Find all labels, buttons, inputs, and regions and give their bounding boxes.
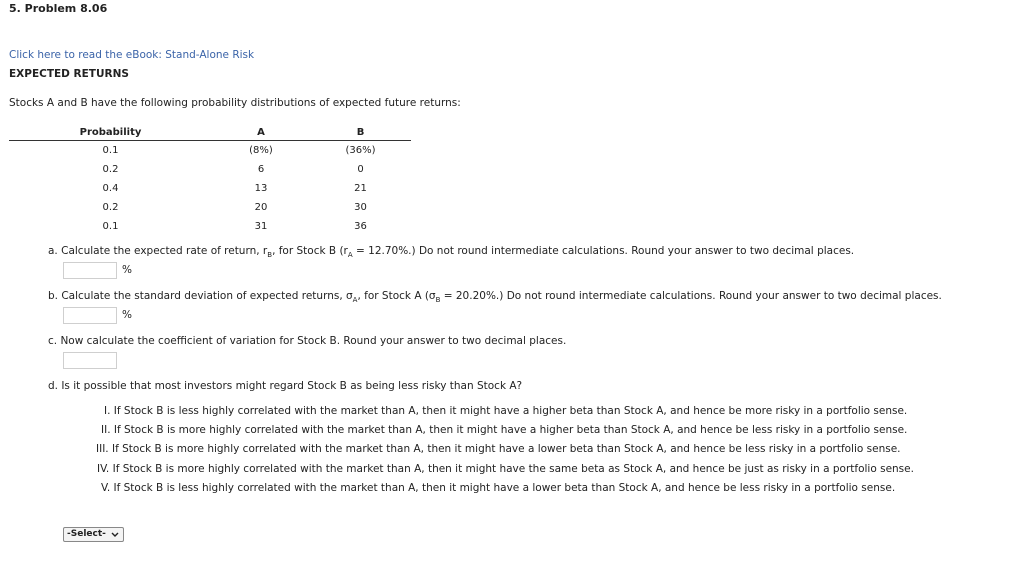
chevron-down-icon: [111, 528, 119, 545]
option-i: [104, 405, 907, 417]
option-ii: [101, 424, 907, 436]
ebook-link[interactable]: Click here to read the eBook: Stand-Alone Risk: [9, 49, 255, 61]
question-b-sub2: B: [435, 296, 441, 305]
answer-a-input[interactable]: [63, 262, 117, 279]
option-iii: [96, 443, 901, 455]
option-v-text: If Stock B is less highly correlated with the market than A, then it might have a lower beta than Stock A, and hence be less risky in a portfolio sense.: [113, 482, 896, 494]
table-row: [9, 141, 411, 161]
cell-probability: 0.4: [102, 183, 119, 194]
question-d: d. Is it possible that most investors might regard Stock B as being less risky than Stock A?: [48, 380, 523, 392]
cell-a: 31: [254, 221, 268, 232]
question-b-post: = 20.20%.) Do not round intermediate calculations. Round your answer to two decimal places.: [440, 290, 942, 302]
option-iii-text: If Stock B is more highly correlated with the market than A, then it might have a lower beta than Stock A, and hence be less risky in a portfolio sense.: [111, 443, 901, 455]
cell-a: 20: [254, 202, 268, 213]
answer-c-input[interactable]: [63, 352, 117, 369]
cell-b: 0: [357, 164, 364, 175]
answer-d-select-label: -Select-: [67, 529, 106, 539]
cell-probability: 0.2: [102, 164, 119, 175]
option-ii-number: II.: [101, 424, 111, 436]
answer-a-unit: %: [122, 264, 132, 276]
cell-b: 21: [354, 183, 367, 194]
option-iv-number: IV.: [97, 463, 110, 475]
answer-b-unit: %: [122, 309, 132, 321]
distribution-table: [9, 124, 411, 236]
header-probability: Probability: [79, 126, 142, 138]
question-b: [48, 290, 942, 304]
cell-b: 36: [354, 221, 367, 232]
section-title: EXPECTED RETURNS: [9, 68, 129, 80]
question-a-sub1: B: [267, 251, 273, 260]
cell-b: (36%): [345, 145, 376, 156]
question-c: c. Now calculate the coefficient of variation for Stock B. Round your answer to two decimal places.: [48, 335, 567, 347]
page-title: 5. Problem 8.06: [9, 2, 108, 15]
cell-probability: 0.2: [102, 202, 119, 213]
cell-probability: 0.1: [102, 145, 119, 156]
option-i-number: I.: [104, 405, 111, 417]
answer-d-select[interactable]: [63, 527, 124, 542]
question-b-mid: , for Stock A (σ: [357, 290, 436, 302]
question-a-sub2: A: [347, 251, 353, 260]
cell-b: 30: [354, 202, 367, 213]
table-row: [9, 198, 411, 217]
question-a: [48, 245, 854, 259]
table-row: [9, 217, 411, 236]
cell-a: 13: [254, 183, 268, 194]
header-stock-a: A: [257, 126, 265, 138]
option-iv: [97, 463, 914, 475]
table-row: [9, 160, 411, 179]
option-iv-text: If Stock B is more highly correlated with the market than A, then it might have the same beta as Stock A, and hence be just as risky in a portfolio sense.: [112, 463, 914, 475]
intro-text: Stocks A and B have the following probability distributions of expected future returns:: [9, 97, 461, 109]
question-a-mid: , for Stock B (r: [272, 245, 348, 257]
question-a-pre: a. Calculate the expected rate of return, r: [48, 245, 268, 257]
option-ii-text: If Stock B is more highly correlated with the market than A, then it might have a higher beta than Stock A, and hence be less risky in a portfolio sense.: [113, 424, 908, 436]
option-i-text: If Stock B is less highly correlated with the market than A, then it might have a higher beta than Stock A, and hence be more risky in a portfolio sense.: [113, 405, 908, 417]
question-b-pre: b. Calculate the standard deviation of expected returns, σ: [48, 290, 353, 302]
option-iii-number: III.: [96, 443, 109, 455]
answer-b-input[interactable]: [63, 307, 117, 324]
option-v-number: V.: [101, 482, 111, 494]
question-a-post: = 12.70%.) Do not round intermediate calculations. Round your answer to two decimal places.: [352, 245, 855, 257]
cell-a: (8%): [249, 145, 273, 156]
table-header-row: [9, 124, 411, 141]
cell-a: 6: [257, 164, 265, 175]
header-stock-b: B: [356, 126, 365, 138]
cell-probability: 0.1: [102, 221, 119, 232]
option-v: [101, 482, 895, 494]
table-row: [9, 179, 411, 198]
question-b-sub1: A: [352, 296, 358, 305]
